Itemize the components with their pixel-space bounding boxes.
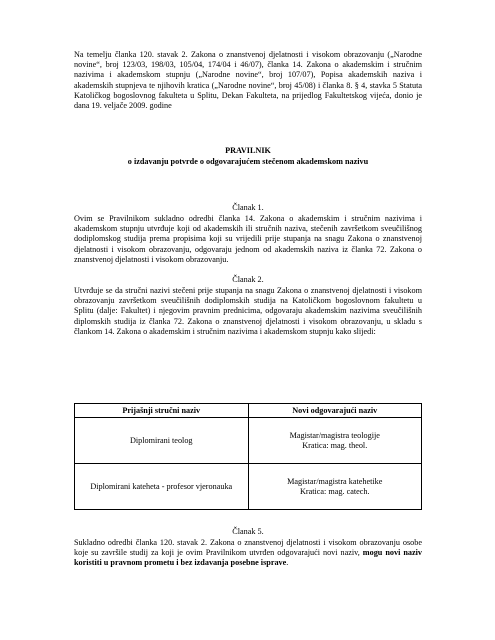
article-5-text bbox=[74, 538, 422, 569]
table-header-row bbox=[75, 404, 422, 418]
article-2-heading: Članak 2. bbox=[232, 275, 264, 284]
document-subtitle: o izdavanju potvrde o odgovarajućem stečenom akademskom nazivu bbox=[127, 157, 369, 166]
column-header-old-title: Prijašnji stručni naziv bbox=[75, 404, 249, 418]
table-row bbox=[75, 464, 422, 510]
article-1-text: Ovim se Pravilnikom sukladno odredbi članka 14. Zakona o akademskim i stručnim nazivima i akademskom stupnju utvrđuje koji od akademskih ili stručnih naziva, stečenih završetkom sveučilišnog dodiplomskog studija prema propisima koji su vrijedili prije stupanja na snagu Zakona o znanstvenoj djelatnosti i visokom obrazovanju, odgovaraju jednom od akademskih naziva iz članka 72. Zakona o znanstvenoj djelatnosti i visokom obrazovanju. bbox=[74, 214, 422, 264]
new-title-cell bbox=[248, 464, 422, 510]
column-header-new-title: Novi odgovarajući naziv bbox=[248, 404, 422, 418]
new-title: Magistar/magistra teologije bbox=[289, 430, 380, 440]
new-title: Magistar/magistra katehetike bbox=[287, 476, 383, 486]
old-title-cell: Diplomirani teolog bbox=[75, 418, 249, 464]
document-title: PRAVILNIK bbox=[225, 146, 271, 155]
article-5-text-end: . bbox=[286, 558, 289, 568]
old-title-cell: Diplomirani kateheta - profesor vjeronauka bbox=[75, 464, 249, 510]
title-abbreviation: Kratica: mag. catech. bbox=[299, 486, 370, 496]
article-5-heading: Članak 5. bbox=[232, 527, 264, 536]
article-5-text-plain: Sukladno odredbi članka 120. stavak 2. Zakona o znanstvenoj djelatnosti i visokom obrazovanju osobe koje su završile studij za koji je ovim Pravilnikom utvrđen odgovarajući novi naziv, bbox=[74, 538, 422, 558]
title-abbreviation: Kratica: mag. theol. bbox=[302, 440, 368, 450]
article-1-heading: Članak 1. bbox=[232, 203, 264, 212]
new-title-cell bbox=[248, 418, 422, 464]
article-2-text: Utvrđuje se da stručni nazivi stečeni prije stupanja na snagu Zakona o znanstvenoj djelatnosti i visokom obrazovanju završetkom sveučilišnih dodiplomskih studija na Katoličkom bogoslovnom fakultetu u Splitu (dalje: Fakultet) i njegovim pravnim prednicima, odgovaraju akademskim nazivima sveučilišnih diplomskih studija iz članka 72. Zakona o znanstvenoj djelatnosti i visokom obrazovanju, u skladu s člankom 14. Zakona o akademskim i stručnim nazivima i akademskom stupnju kako slijedi: bbox=[74, 286, 422, 336]
article-5-text-bold: mogu novi naziv koristiti u pravnom prometu i bez izdavanja posebne isprave bbox=[74, 548, 423, 568]
title-conversion-table bbox=[74, 403, 422, 510]
intro-paragraph: Na temelju članka 120. stavak 2. Zakona o znanstvenoj djelatnosti i visokom obrazovanju („Narodne novine“, broj 123/03, 198/03, 105/04, 174/04 i 46/07), članka 14. Zakona o akademskim i stručnim nazivima i akademskom stupnju („Narodne novine“, broj 107/07), Popisa akademskih naziva i akademskih stupnjeva te njihovih kratica („Narodne novine“, broj 45/08) i članka 8. § 4, stavka 5 Statuta Katoličkog bogoslovnog fakulteta u Splitu, Dekan Fakulteta, na prijedlog Fakultetskog vijeća, donio je dana 19. veljače 2009. godine bbox=[74, 50, 422, 111]
table-row bbox=[75, 418, 422, 464]
